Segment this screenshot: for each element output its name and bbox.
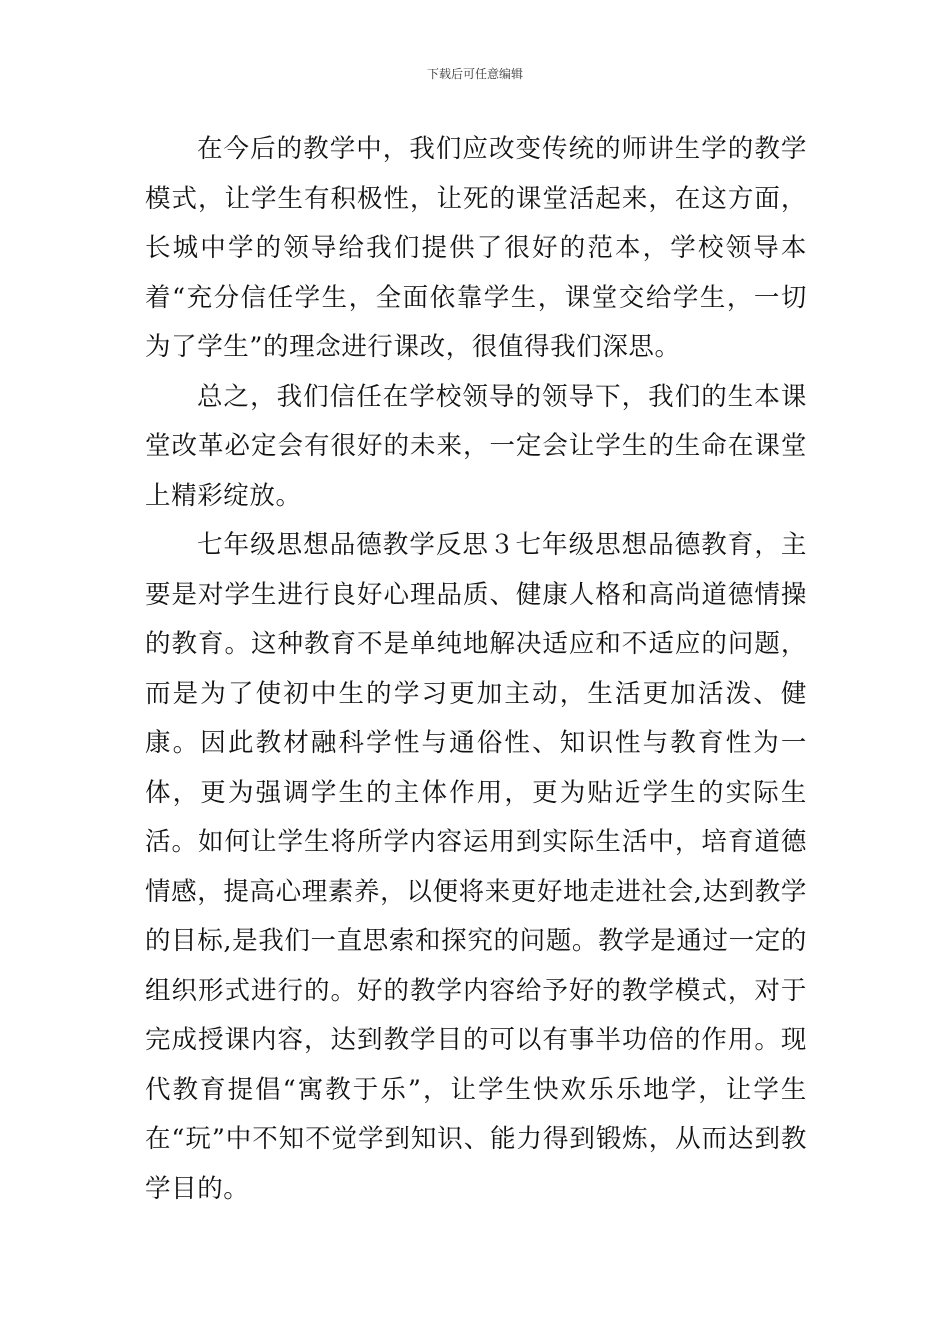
document-body: [145, 125, 807, 1214]
paragraph-conclusion: 总之，我们信任在学校领导的领导下，我们的生本课堂改革必定会有很好的未来，一定会让学生的生命在课堂上精彩绽放。: [145, 381, 807, 511]
paragraph-teaching-reform: 在今后的教学中，我们应改变传统的师讲生学的教学模式，让学生有积极性，让死的课堂活起来，在这方面，长城中学的领导给我们提供了很好的范本，学校领导本着“充分信任学生，全面依靠学生，课堂交给学生，一切为了学生”的理念进行课改，很值得我们深思。: [145, 134, 807, 362]
paragraph-grade7-reflection: 七年级思想品德教学反思３七年级思想品德教育，主要是对学生进行良好心理品质、健康人格和高尚道德情操的教育。这种教育不是单纯地解决适应和不适应的问题，而是为了使初中生的学习更加主动，生活更加活泼、健康。因此教材融科学性与通俗性、知识性与教育性为一体，更为强调学生的主体作用，更为贴近学生的实际生活。如何让学生将所学内容运用到实际生活中，培育道德情感，提高心理素养，以便将来更好地走进社会,达到教学的目标,是我们一直思索和探究的问题。教学是通过一定的组织形式进行的。好的教学内容给予好的教学模式，对于完成授课内容，达到教学目的可以有事半功倍的作用。现代教育提倡“寓教于乐”，让学生快欢乐乐地学，让学生在“玩”中不知不觉学到知识、能力得到锻炼，从而达到教学目的。: [145, 530, 807, 1204]
page-header-note: 下载后可任意编辑: [426, 67, 523, 81]
